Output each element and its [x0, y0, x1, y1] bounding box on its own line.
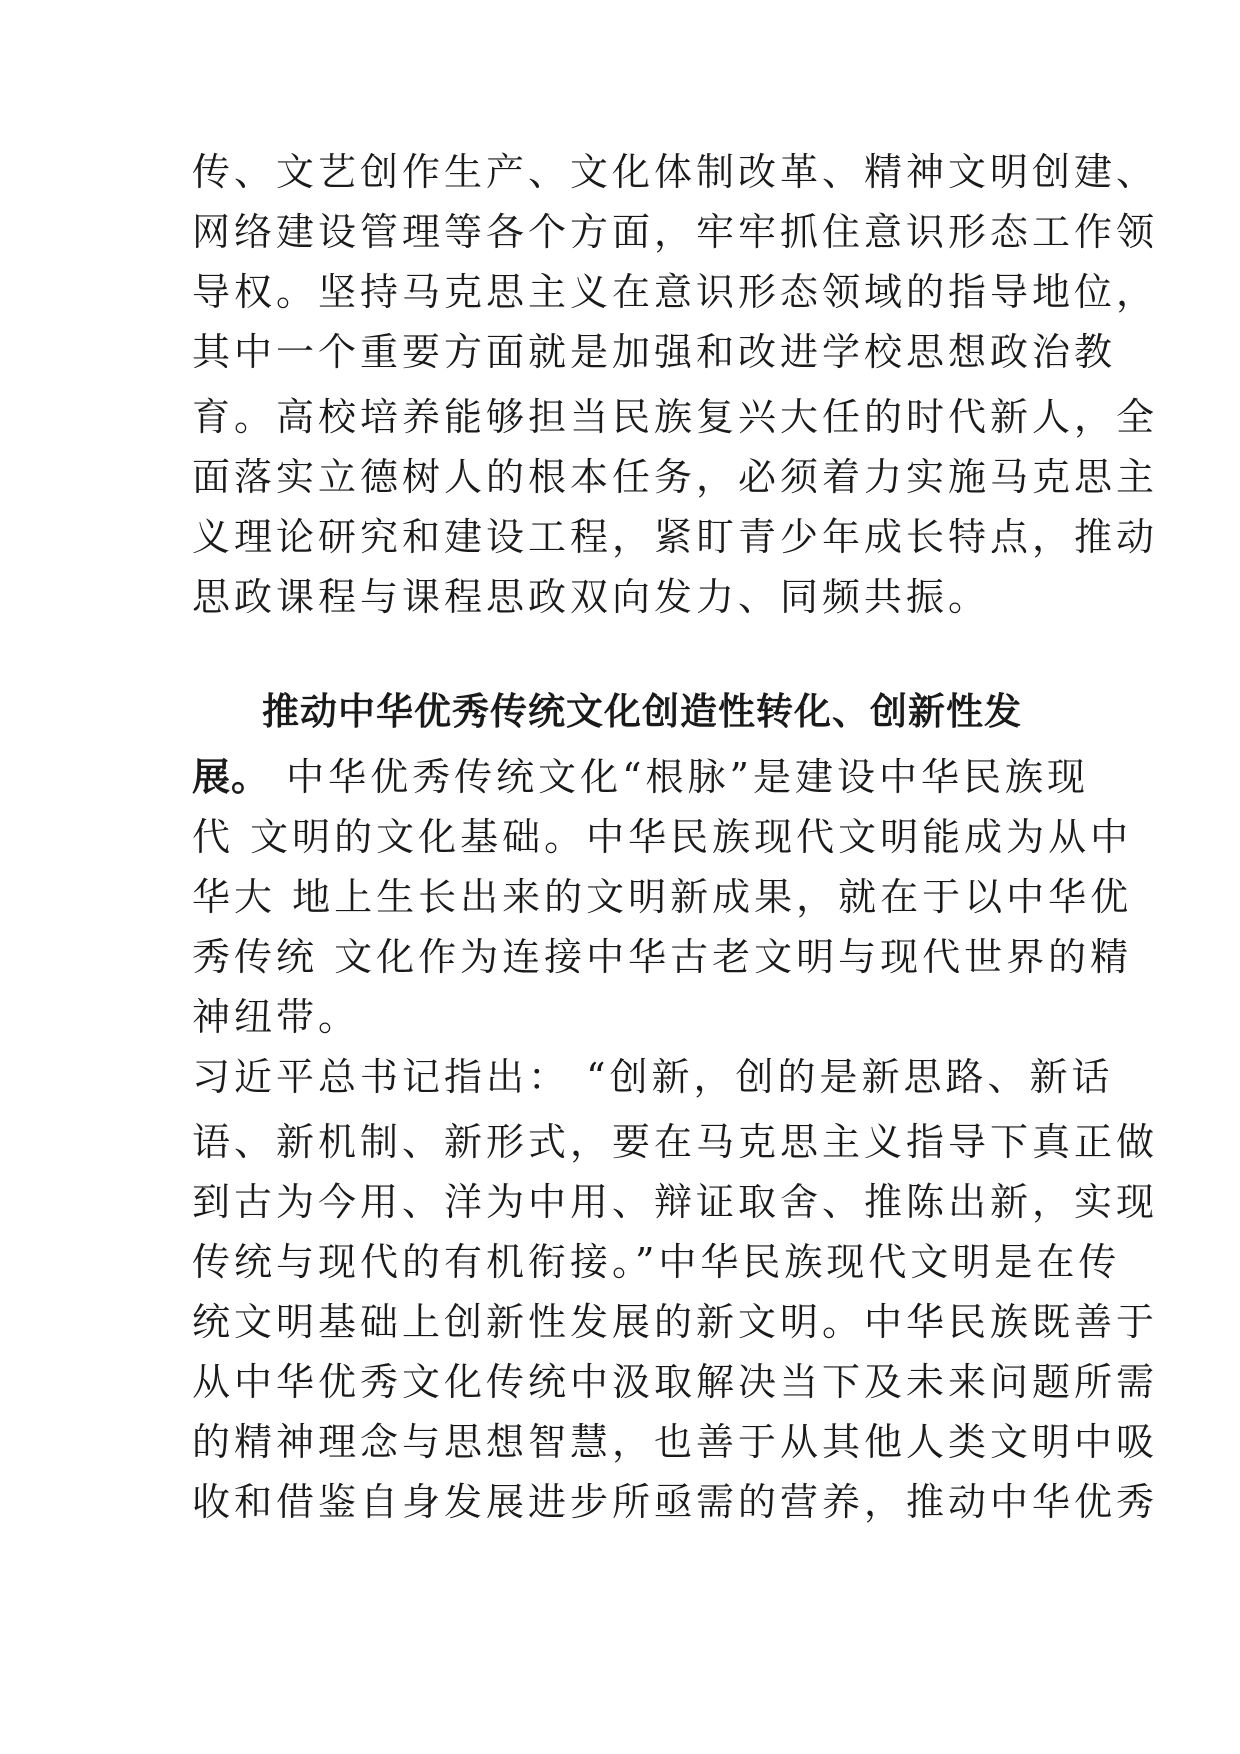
text-line: 习近平总书记指出： “创新，创的是新思路、新话	[192, 1055, 1114, 1099]
text-line: 义理论研究和建设工程，紧盯青少年成长特点，推动	[192, 515, 1159, 559]
text-line: 收和借鉴自身发展进步所亟需的营养，推动中华优秀	[192, 1480, 1159, 1524]
text-line: 从中华优秀文化传统中汲取解决当下及未来问题所需	[192, 1360, 1159, 1404]
text-line: 的精神理念与思想智慧，也善于从其他人类文明中吸	[192, 1420, 1159, 1464]
text-line: 神纽带。	[192, 995, 361, 1039]
text-line	[192, 753, 1089, 801]
section-heading-end: 展。	[192, 755, 271, 799]
text-line: 育。高校培养能够担当民族复兴大任的时代新人，全	[192, 395, 1159, 439]
text-line: 传统与现代的有机衔接。”中华民族现代文明是在传	[192, 1240, 1121, 1284]
section-heading: 推动中华优秀传统文化创造性转化、创新性发	[262, 690, 1022, 733]
text-line: 代 文明的文化基础。中华民族现代文明能成为从中	[192, 815, 1133, 859]
text-line: 到古为今用、洋为中用、辩证取舍、推陈出新，实现	[192, 1180, 1159, 1224]
text-line: 其中一个重要方面就是加强和改进学校思想政治教	[192, 330, 1117, 374]
text-line: 思政课程与课程思政双向发力、同频共振。	[192, 575, 991, 619]
text-line: 传、文艺创作生产、文化体制改革、精神文明创建、	[192, 150, 1159, 194]
text-line: 秀传统 文化作为连接中华古老文明与现代世界的精	[192, 935, 1133, 979]
section-lead-text: 中华优秀传统文化“根脉”是建设中华民族现	[270, 755, 1089, 799]
text-line: 华大 地上生长出来的文明新成果，就在于以中华优	[192, 875, 1133, 919]
text-line: 网络建设管理等各个方面，牢牢抓住意识形态工作领	[192, 210, 1159, 254]
text-line: 面落实立德树人的根本任务，必须着力实施马克思主	[192, 455, 1159, 499]
text-line: 统文明基础上创新性发展的新文明。中华民族既善于	[192, 1300, 1159, 1344]
text-line: 语、新机制、新形式，要在马克思主义指导下真正做	[192, 1120, 1159, 1164]
text-line: 导权。坚持马克思主义在意识形态领域的指导地位，	[192, 270, 1159, 314]
